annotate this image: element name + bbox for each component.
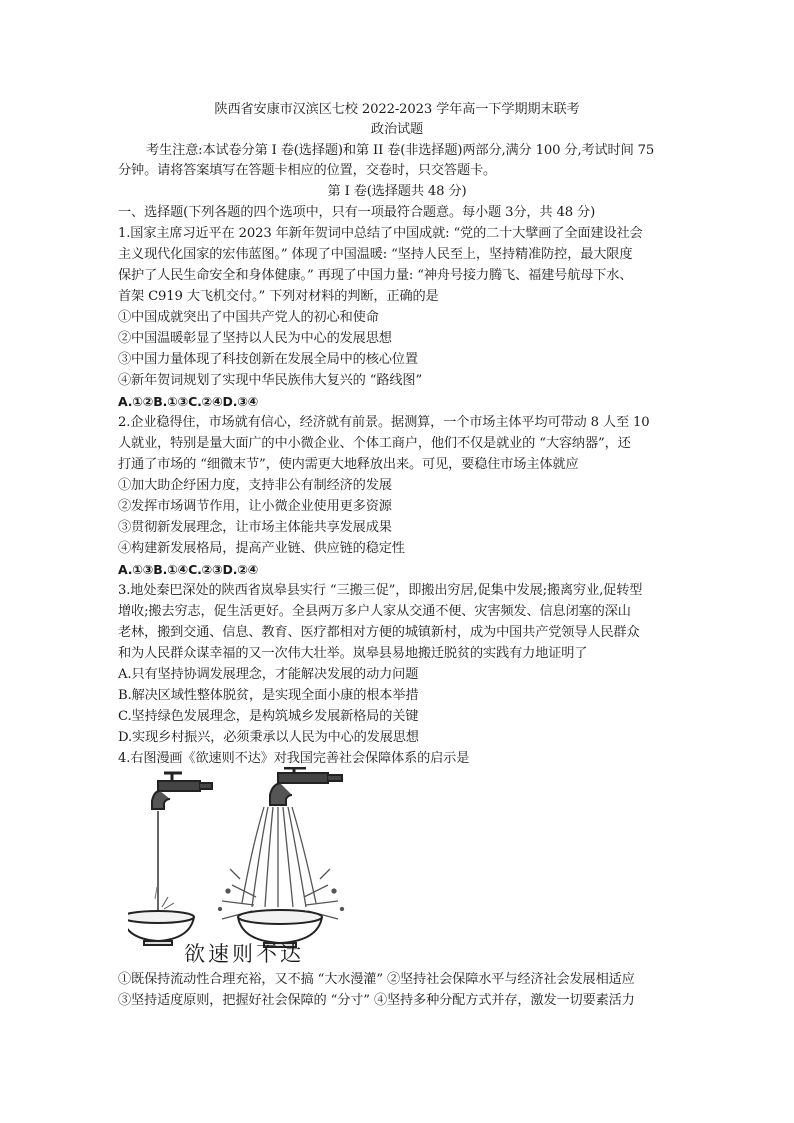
q3-option-d: D.实现乡村振兴，必须秉承以人民为中心的发展思想 <box>118 730 419 745</box>
q4-stem: 4.右图漫画《欲速则不达》对我国完善社会保障体系的启示是 <box>118 751 470 766</box>
q1-stem-line: 主义现代化国家的宏伟蓝图。” 体现了中国温暖: “坚持人民至上，坚持精准防控，最大限度 <box>118 247 633 262</box>
q3-stem-line: 3.地处秦巴深处的陕西省岚皋县实行 “三搬三促”，即搬出穷居,促集中发展;搬离穷业,促转型 <box>118 583 643 598</box>
q3-option-b: B.解决区域性整体脱贫，是实现全面小康的根本举措 <box>118 688 419 703</box>
q2-stem-line: 2.企业稳得住，市场就有信心，经济就有前景。据测算，一个市场主体平均可带动 8 人至 10 <box>118 415 650 430</box>
q3-option-a: A.只有坚持协调发展理念，才能解决发展的动力问题 <box>118 667 419 682</box>
q1-item: ④新年贺词规划了实现中华民族伟大复兴的 “路线图” <box>118 373 423 388</box>
q3-stem-line: 和为人民群众谋幸福的又一次伟大壮举。岚皋县易地搬迁脱贫的实践有力地证明了 <box>118 646 588 661</box>
q4-item-line: ③坚持适度原则，把握好社会保障的 “分寸” ④坚持多种分配方式并存，激发一切要素活力 <box>118 993 635 1008</box>
faucet-cartoon <box>128 767 360 967</box>
q3-stem-line: 增收;搬去穷志，促生活更好。全县两万多户人家从交通不便、灾害频发、信息闭塞的深山 <box>118 604 631 619</box>
q1-item: ③中国力量体现了科技创新在发展全局中的核心位置 <box>118 352 418 367</box>
q2-item: ②发挥市场调节作用，让小微企业使用更多资源 <box>118 499 392 514</box>
gushing-water-icon <box>219 807 344 919</box>
q2-item: ④构建新发展格局，提高产业链、供应链的稳定性 <box>118 541 405 556</box>
q2-stem-line: 打通了市场的 “细微末节”，使内需更大地释放出来。可见，要稳住市场主体就应 <box>118 457 579 472</box>
q3-option-c: C.坚持绿色发展理念，是构筑城乡发展新格局的关键 <box>118 709 419 724</box>
q1-stem-line: 1.国家主席习近平在 2023 年新年贺词中总结了中国成就: “党的二十大擘画了全面建设社会 <box>118 226 643 241</box>
q1-stem-line: 首架 C919 大飞机交付。” 下列对材料的判断，正确的是 <box>118 289 439 304</box>
q2-stem-line: 人就业，特别是量大面广的中小微企业、个体工商户，他们不仅是就业的 “大容纳器”，还 <box>118 436 631 451</box>
q4-item-line: ①既保持流动性合理充裕，又不搞 “大水漫灌” ②坚持社会保障水平与经济社会发展相适应 <box>118 972 635 987</box>
q1-stem-line: 保护了人民生命安全和身体健康。” 再现了中国力量: “神舟号接力腾飞、福建号航母下水、 <box>118 268 633 283</box>
left-faucet-icon <box>152 773 212 913</box>
notice-line-1: 考生注意:本试卷分第 I 卷(选择题)和第 II 卷(非选择题)两部分,满分 100 分,考试时间 75 <box>146 143 655 158</box>
q3-stem-line: 老林，搬到交通、信息、教育、医疗都相对方便的城镇新村，成为中国共产党领导人民群众 <box>118 625 640 640</box>
q1-options: A.①②B.①③C.②④D.③④ <box>118 394 259 409</box>
q1-item: ②中国温暖彰显了坚持以人民为中心的发展思想 <box>118 331 392 346</box>
cartoon-caption: 欲速则不达 <box>184 942 304 966</box>
q1-item: ①中国成就突出了中国共产党人的初心和使命 <box>118 310 379 325</box>
exam-subject: 政治试题 <box>370 122 424 137</box>
q2-item: ③贯彻新发展理念，让市场主体能共享发展成果 <box>118 520 392 535</box>
part1-title: 第 I 卷(选择题共 48 分) <box>327 184 467 199</box>
right-faucet-icon <box>270 768 342 805</box>
notice-line-2: 分钟。请将答案填写在答题卡相应的位置，交卷时，只交答题卡。 <box>118 163 497 178</box>
q2-item: ①加大助企纾困力度，支持非公有制经济的发展 <box>118 478 392 493</box>
section-instruction: 一、选择题(下列各题的四个选项中，只有一项最符合题意。每小题 3分，共 48 分) <box>118 205 596 220</box>
exam-title: 陕西省安康市汉滨区七校 2022-2023 学年高一下学期期末联考 <box>214 102 580 117</box>
q2-options: A.①③B.①④C.②③D.②④ <box>118 562 259 577</box>
